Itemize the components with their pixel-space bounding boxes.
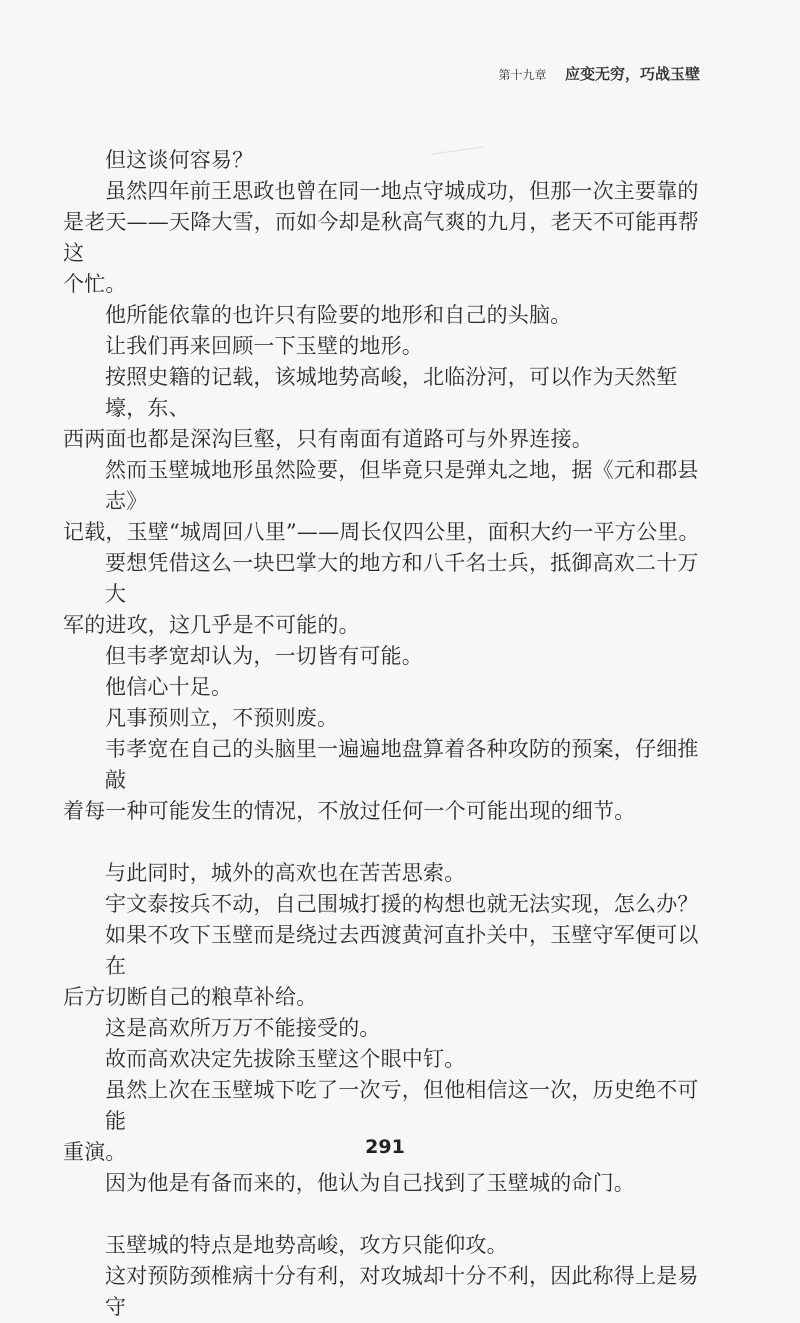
paragraph-line: 按照史籍的记载，该城地势高峻，北临汾河，可以作为天然堑壕，东、 (105, 365, 678, 420)
paragraph-continuation-line: 西两面也都是深沟巨壑，只有南面有道路可与外界连接。 (63, 427, 593, 451)
section-break (105, 827, 710, 858)
paragraph-continuation-line: 后方切断自己的粮草补给。 (63, 985, 318, 1009)
paragraph-line: 故而高欢决定先拔除玉壁这个眼中钉。 (105, 1047, 466, 1071)
paragraph-line: 这对预防颈椎病十分有利，对攻城却十分不利，因此称得上是易守 (105, 1264, 699, 1319)
paragraph-line: 但韦孝宽却认为，一切皆有可能。 (105, 644, 423, 668)
paragraph-line: 要想凭借这么一块巴掌大的地方和八千名士兵，抵御高欢二十万大 (105, 551, 699, 606)
paragraph-line: 然而玉壁城地形虽然险要，但毕竟只是弹丸之地，据《元和郡县志》 (105, 458, 699, 513)
paragraph-line: 他信心十足。 (105, 675, 233, 699)
paragraph-line: 如果不攻下玉壁而是绕过去西渡黄河直扑关中，玉壁守军便可以在 (105, 923, 699, 978)
paragraph-line: 因为他是有备而来的，他认为自己找到了玉壁城的命门。 (105, 1171, 635, 1195)
paragraph-line: 玉壁城的特点是地势高峻，攻方只能仰攻。 (105, 1233, 508, 1257)
paragraph-continuation-line: 重演。 (63, 1140, 127, 1164)
paragraph-line: 凡事预则立，不预则废。 (105, 706, 339, 730)
chapter-title: 应变无穷，巧战玉壁 (564, 65, 700, 83)
paragraph-line: 这是高欢所万万不能接受的。 (105, 1016, 381, 1040)
section-break (105, 1199, 710, 1230)
paragraph-continuation-line: 是老天——天降大雪，而如今却是秋高气爽的九月，老天不可能再帮这 (63, 210, 699, 265)
paragraph-continuation-line: 着每一种可能发生的情况，不放过任何一个可能出现的细节。 (63, 799, 636, 823)
running-header (499, 63, 700, 84)
paragraph-continuation-line: 个忙。 (63, 272, 127, 296)
paragraph-continuation-line: 记载，玉壁“城周回八里”——周长仅四公里，面积大约一平方公里。 (63, 520, 700, 544)
paragraph-line: 他所能依靠的也许只有险要的地形和自己的头脑。 (105, 303, 572, 327)
paragraph-line: 让我们再来回顾一下玉壁的地形。 (105, 334, 423, 358)
paragraph-line: 与此同时，城外的高欢也在苦苦思索。 (105, 861, 466, 885)
paragraph-line: 宇文泰按兵不动，自己围城打援的构想也就无法实现，怎么办？ (105, 892, 699, 916)
paragraph-continuation-line: 军的进攻，这几乎是不可能的。 (63, 613, 360, 637)
paragraph-line: 虽然四年前王思政也曾在同一地点守城成功，但那一次主要靠的 (105, 179, 699, 203)
paragraph-line: 但这谈何容易？ (105, 148, 254, 172)
chapter-number: 第十九章 (498, 68, 547, 82)
page-number: 291 (365, 1136, 405, 1158)
paragraph-line: 虽然上次在玉壁城下吃了一次亏，但他相信这一次，历史绝不可能 (105, 1078, 699, 1133)
paragraph-line: 韦孝宽在自己的头脑里一遍遍地盘算着各种攻防的预案，仔细推敲 (105, 737, 699, 792)
